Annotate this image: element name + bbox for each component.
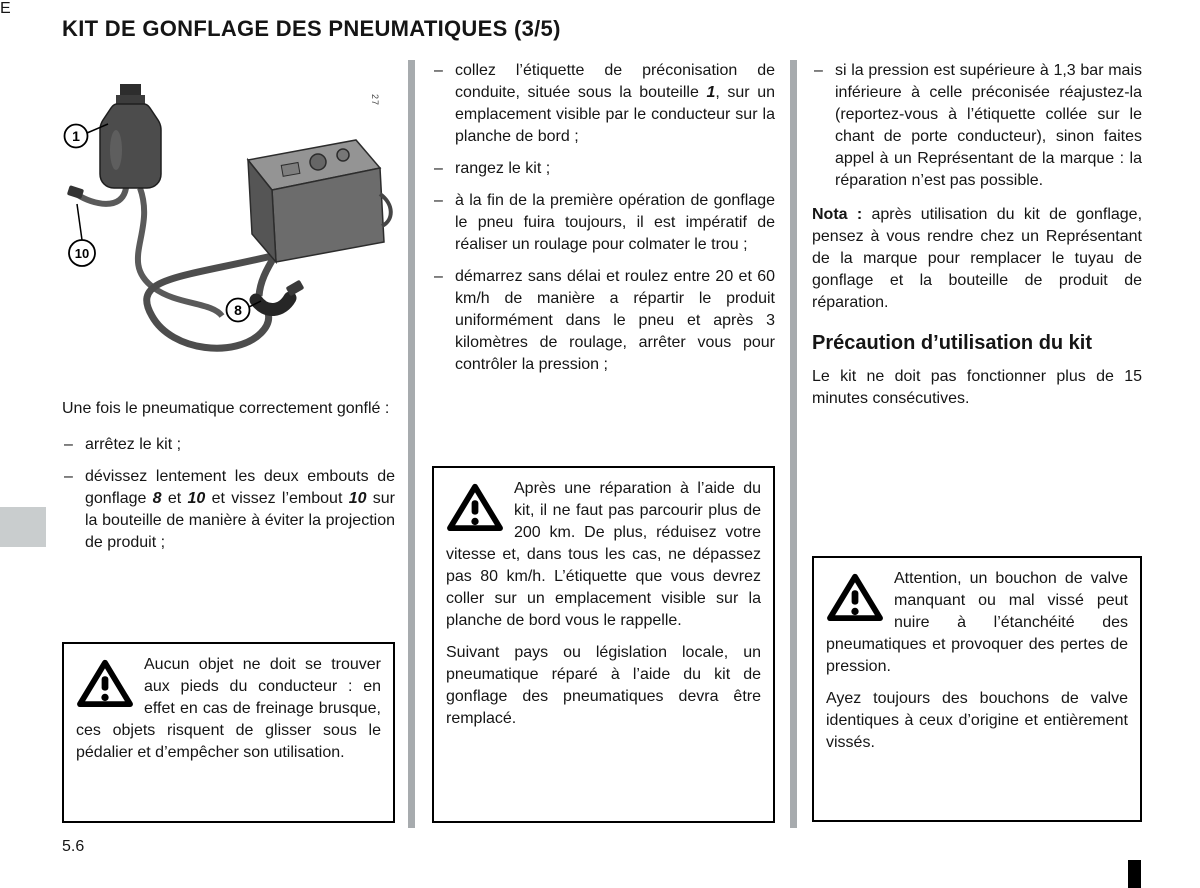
left-intro: Une fois le pneumatique correctement gonflé : (62, 400, 390, 417)
list-item: – rangez le kit ; (432, 158, 775, 180)
figure-code: 27 (370, 94, 380, 107)
column-divider (790, 60, 797, 828)
callout-8 (227, 299, 250, 322)
list-item: – à la fin de la première opération de gonflage le pneu fuira toujours, il est impératif de réaliser un roulage pour colmater le trou ; (432, 190, 775, 256)
section-heading: Précaution d’utilisation du kit (812, 332, 1093, 354)
sealant-bottle (100, 84, 161, 188)
warning-triangle-icon (76, 656, 134, 708)
warning-box-valve-caps (812, 556, 1142, 822)
print-registration-mark (1128, 860, 1141, 888)
figure-frame-label: E (0, 0, 11, 17)
kit-illustration (60, 64, 405, 394)
middle-column (432, 60, 775, 386)
page-number: 5.6 (62, 838, 85, 855)
compressor-unit (248, 140, 391, 262)
left-column (62, 398, 395, 564)
warning-text: Ayez toujours des bouchons de valve identiques à ceux d’origine et entièrement vissés. (826, 690, 1128, 751)
list-item: – collez l’étiquette de préconisation de conduite, située sous la bouteille 1, sur un emplacement visible par le conducteur sur la planche de bord ; (432, 60, 775, 148)
warning-box-pedals (62, 642, 395, 823)
svg-text:1: 1 (72, 128, 80, 144)
warning-triangle-icon (446, 480, 504, 532)
section-paragraph: Le kit ne doit pas fonctionner plus de 15 minutes consécutives. (812, 368, 1142, 407)
nota-label: Nota : (812, 206, 863, 223)
right-column (812, 60, 1142, 410)
list-item: – dévissez lentement les deux embouts de gonflage 8 et 10 et vissez l’embout 10 sur la bouteille de manière à éviter la projection de produit ; (62, 466, 395, 554)
list-item: – démarrez sans délai et roulez entre 20 et 60 km/h de manière a répartir le produit uniformément dans le pneu et après 3 kilomètres de roulage, arrêter vous pour contrôler la pression ; (432, 266, 775, 376)
nota-paragraph: Nota : après utilisation du kit de gonflage, pensez à vous rendre chez un Représentant de la marque pour remplacer le tuyau de gonflage et la bouteille de produit de réparation. (812, 206, 1143, 311)
warning-text: Après une réparation à l’aide du kit, il ne faut pas parcourir plus de 200 km. De plus, réduisez votre vitesse et, dans tous les cas, ne dépassez pas 80 km/h. L’étiquette que vous devrez coller sur un emplacement visible sur la planche de bord vous le rappelle. (446, 480, 761, 629)
list-item: – si la pression est supérieure à 1,3 bar mais inférieure à celle préconisée réajustez-la (reportez-vous à l’étiquette collée sur le chant de porte conducteur), sinon faites appel à un Représentant de la marque : la réparation n’est pas possible. (812, 60, 1142, 192)
svg-text:8: 8 (234, 302, 242, 318)
list-item: – arrêtez le kit ; (62, 434, 395, 456)
column-divider (408, 60, 415, 828)
chapter-edge-tab (0, 507, 46, 547)
warning-text: Attention, un bouchon de valve manquant ou mal vissé peut nuire à l’étanchéité des pneumatiques et provoquer des pertes de pression. (826, 570, 1128, 675)
callout-1 (65, 125, 88, 148)
page-title: KIT DE GONFLAGE DES PNEUMATIQUES (3/5) (62, 16, 561, 41)
warning-text: Suivant pays ou législation locale, un pneumatique réparé à l’aide du kit de gonflage des pneumatiques devra être remplacé. (446, 644, 761, 727)
figure-tire-inflation-kit (60, 64, 405, 394)
warning-box-200km (432, 466, 775, 823)
warning-text: Aucun objet ne doit se trouver aux pieds du conducteur : en effet en cas de freinage brusque, ces objets risquent de glisser sous le pédalier et d’empêcher son utilisation. (76, 656, 381, 761)
svg-text:10: 10 (74, 246, 90, 261)
callout-10 (69, 240, 95, 266)
nozzle-10 (67, 185, 84, 199)
warning-triangle-icon (826, 570, 884, 622)
